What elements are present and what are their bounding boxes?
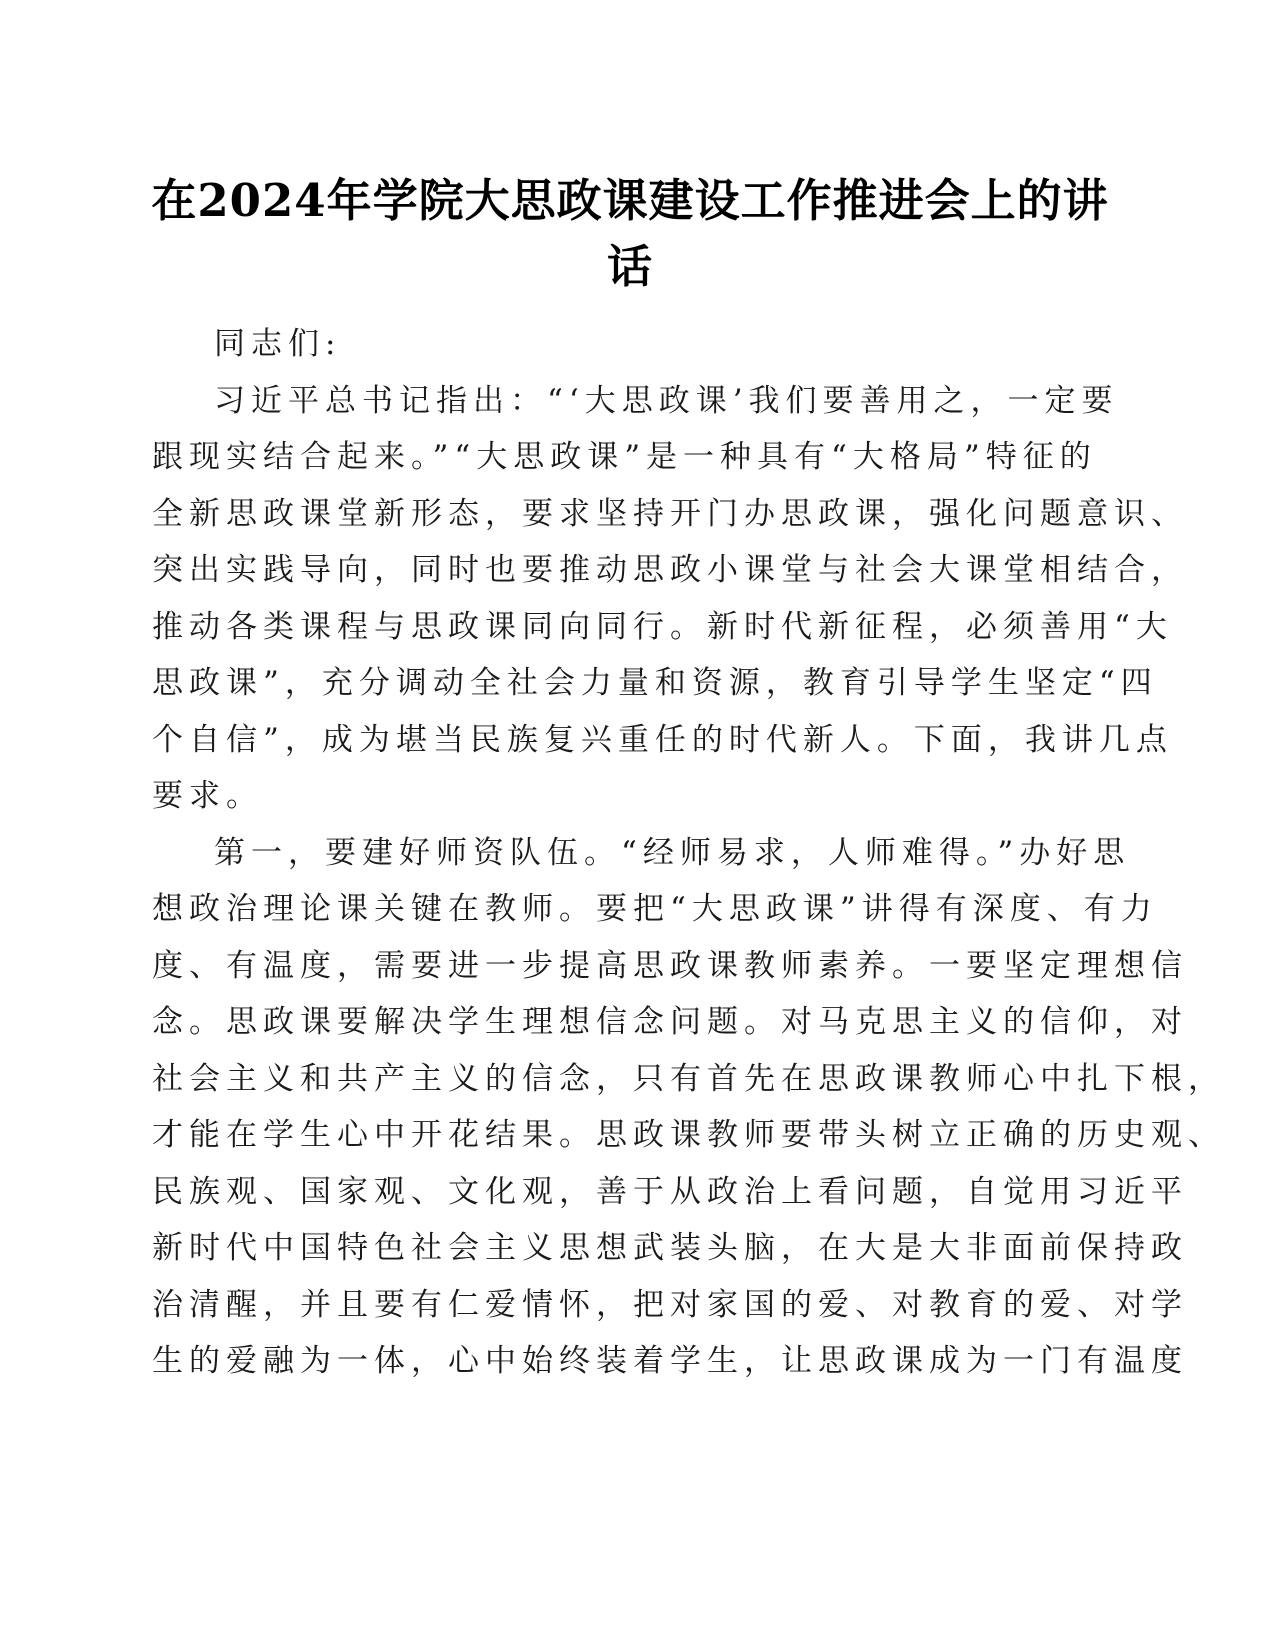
paragraph-line: 生的爱融为一体，心中始终装着学生，让思政课成为一门有温度 xyxy=(152,1343,1188,1379)
paragraph-line: 治清醒，并且要有仁爱情怀，把对家国的爱、对教育的爱、对学 xyxy=(152,1286,1188,1323)
paragraph-line: 民族观、国家观、文化观，善于从政治上看问题，自觉用习近平 xyxy=(152,1173,1188,1210)
title-line-1: 在2024年学院大思政课建设工作推进会上的讲 xyxy=(151,174,1109,227)
title-line-2: 话 xyxy=(606,240,653,293)
paragraph-line: 思政课”，充分调动全社会力量和资源，教育引导学生坚定“四 xyxy=(152,665,1158,701)
paragraph-line: 推动各类课程与思政课同向同行。新时代新征程，必须善用“大 xyxy=(152,608,1173,645)
paragraph-line: 个自信”，成为堪当民族复兴重任的时代新人。下面，我讲几点 xyxy=(152,721,1173,758)
paragraph-line: 跟现实结合起来。”“大思政课”是一种具有“大格局”特征的 xyxy=(152,439,1097,475)
paragraph-line: 念。思政课要解决学生理想信念问题。对马克思主义的信仰，对 xyxy=(152,1004,1188,1040)
paragraph-line: 突出实践导向，同时也要推动思政小课堂与社会大课堂相结合， xyxy=(152,552,1188,588)
document-body xyxy=(152,316,1225,1390)
paragraph-line: 第一，要建好师资队伍。“经师易求，人师难得。”办好思 xyxy=(214,834,1131,871)
paragraph-line: 才能在学生心中开花结果。思政课教师要带头树立正确的历史观、 xyxy=(152,1117,1225,1153)
paragraph-line: 新时代中国特色社会主义思想武装头脑，在大是大非面前保持政 xyxy=(152,1230,1188,1266)
paragraph-line: 度、有温度，需要进一步提高思政课教师素养。一要坚定理想信 xyxy=(152,947,1188,984)
paragraph-1 xyxy=(152,373,1188,825)
paragraph-2 xyxy=(152,825,1225,1390)
paragraph-line: 全新思政课堂新形态，要求坚持开门办思政课，强化问题意识、 xyxy=(152,495,1188,532)
paragraph-line: 习近平总书记指出：“‘大思政课’我们要善用之，一定要 xyxy=(214,382,1119,419)
paragraph-line: 要求。 xyxy=(152,778,263,814)
salutation: 同志们: xyxy=(214,326,342,362)
document-title xyxy=(150,168,1110,300)
paragraph-line: 社会主义和共产主义的信念，只有首先在思政课教师心中扎下根， xyxy=(152,1060,1225,1097)
paragraph-line: 想政治理论课关键在教师。要把“大思政课”讲得有深度、有力 xyxy=(152,891,1158,927)
